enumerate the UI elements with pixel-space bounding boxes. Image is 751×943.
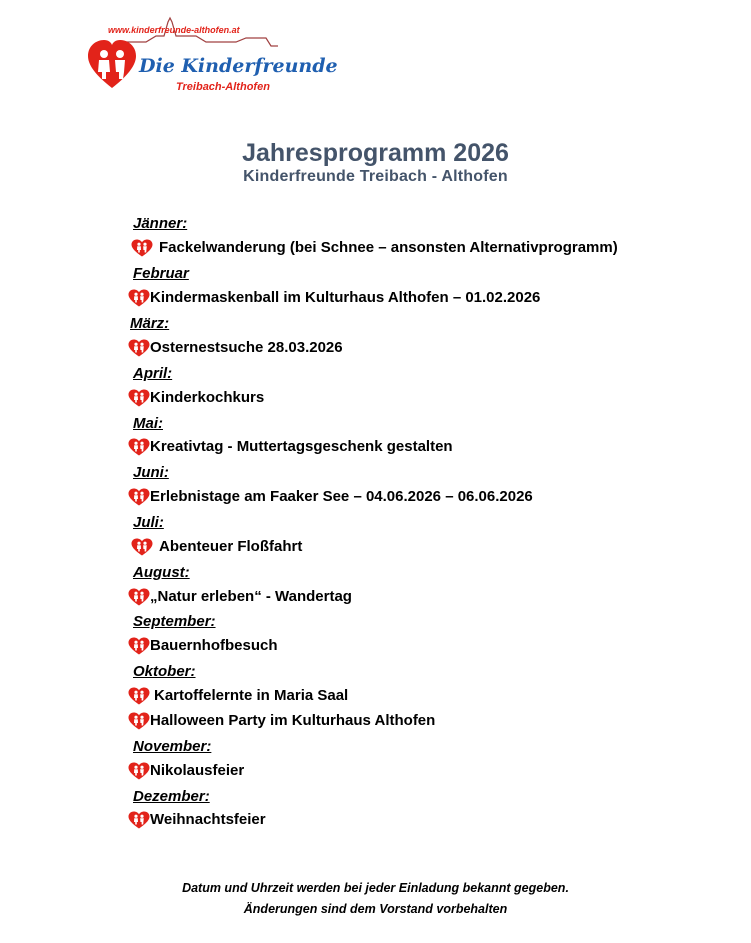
heart-bullet-icon: [128, 811, 150, 829]
program-item: [131, 536, 302, 558]
kinderfreunde-logo: [86, 16, 338, 96]
footer-line: Änderungen sind dem Vorstand vorbehalten: [243, 902, 508, 916]
program-item-text: Weihnachtsfeier: [150, 811, 266, 828]
page-subtitle: Kinderfreunde Treibach - Althofen: [243, 168, 508, 185]
program-item: [128, 760, 244, 782]
program-item: [128, 809, 266, 831]
heart-logo-icon: [88, 40, 136, 88]
program-item-text: Kreativtag - Muttertagsgeschenk gestalten: [150, 438, 453, 455]
program-item: [128, 486, 533, 508]
program-item-text: Osternestsuche 28.03.2026: [150, 339, 343, 356]
footer-line: Datum und Uhrzeit werden bei jeder Einladung bekannt gegeben.: [182, 881, 569, 895]
month-heading: Dezember:: [133, 788, 210, 805]
month-heading: März:: [130, 315, 170, 332]
heart-bullet-icon: [128, 289, 150, 307]
heart-bullet-icon: [128, 488, 150, 506]
program-item-text: Kartoffelernte in Maria Saal: [154, 687, 349, 704]
heart-bullet-icon: [128, 588, 150, 606]
program-item: [128, 710, 435, 732]
program-item-text: Fackelwanderung (bei Schnee – ansonsten Alternativprogramm): [159, 239, 618, 256]
logo-url: www.kinderfreunde-althofen.at: [108, 25, 240, 35]
page-title: Jahresprogramm 2026: [242, 139, 509, 167]
program-item-text: Halloween Party im Kulturhaus Althofen: [150, 712, 436, 729]
month-heading: Oktober:: [133, 663, 196, 680]
program-item-text: Kinderkochkurs: [150, 389, 265, 406]
month-heading: Juni:: [133, 464, 169, 481]
heart-bullet-icon: [128, 687, 150, 705]
month-heading: April:: [133, 365, 173, 382]
month-heading: Mai:: [133, 415, 163, 432]
program-item: [128, 287, 540, 309]
program-item: [128, 436, 453, 458]
heart-bullet-icon: [128, 712, 150, 730]
heart-bullet-icon: [128, 339, 150, 357]
program-item: [128, 387, 264, 409]
footer-note: [0, 878, 751, 920]
heart-bullet-icon: [131, 239, 153, 257]
month-heading: Jänner:: [133, 215, 188, 232]
month-heading: Februar: [133, 265, 189, 282]
program-item: [128, 685, 348, 707]
program-item-text: Nikolausfeier: [150, 762, 245, 779]
program-item: [128, 337, 343, 359]
program-item-text: „Natur erleben“ - Wandertag: [150, 588, 352, 605]
heart-bullet-icon: [128, 389, 150, 407]
month-heading: September:: [133, 613, 216, 630]
heart-bullet-icon: [128, 762, 150, 780]
heart-bullet-icon: [128, 637, 150, 655]
program-item-text: Bauernhofbesuch: [150, 637, 278, 654]
month-heading: August:: [133, 564, 190, 581]
program-item: [128, 635, 278, 657]
program-item-text: Kindermaskenball im Kulturhaus Althofen – 01.02.2026: [150, 289, 541, 306]
program-item-text: Erlebnistage am Faaker See – 04.06.2026 – 06.06.2026: [150, 488, 533, 505]
program-item: [128, 586, 352, 608]
month-heading: Juli:: [133, 514, 164, 531]
heart-bullet-icon: [131, 538, 153, 556]
heart-bullet-icon: [128, 438, 150, 456]
program-item-text: Abenteuer Floßfahrt: [159, 538, 303, 555]
program-item: [131, 237, 618, 259]
logo-location: Treibach-Althofen: [176, 81, 270, 93]
month-heading: November:: [133, 738, 212, 755]
logo-brand: Die Kinderfreunde: [139, 55, 338, 77]
